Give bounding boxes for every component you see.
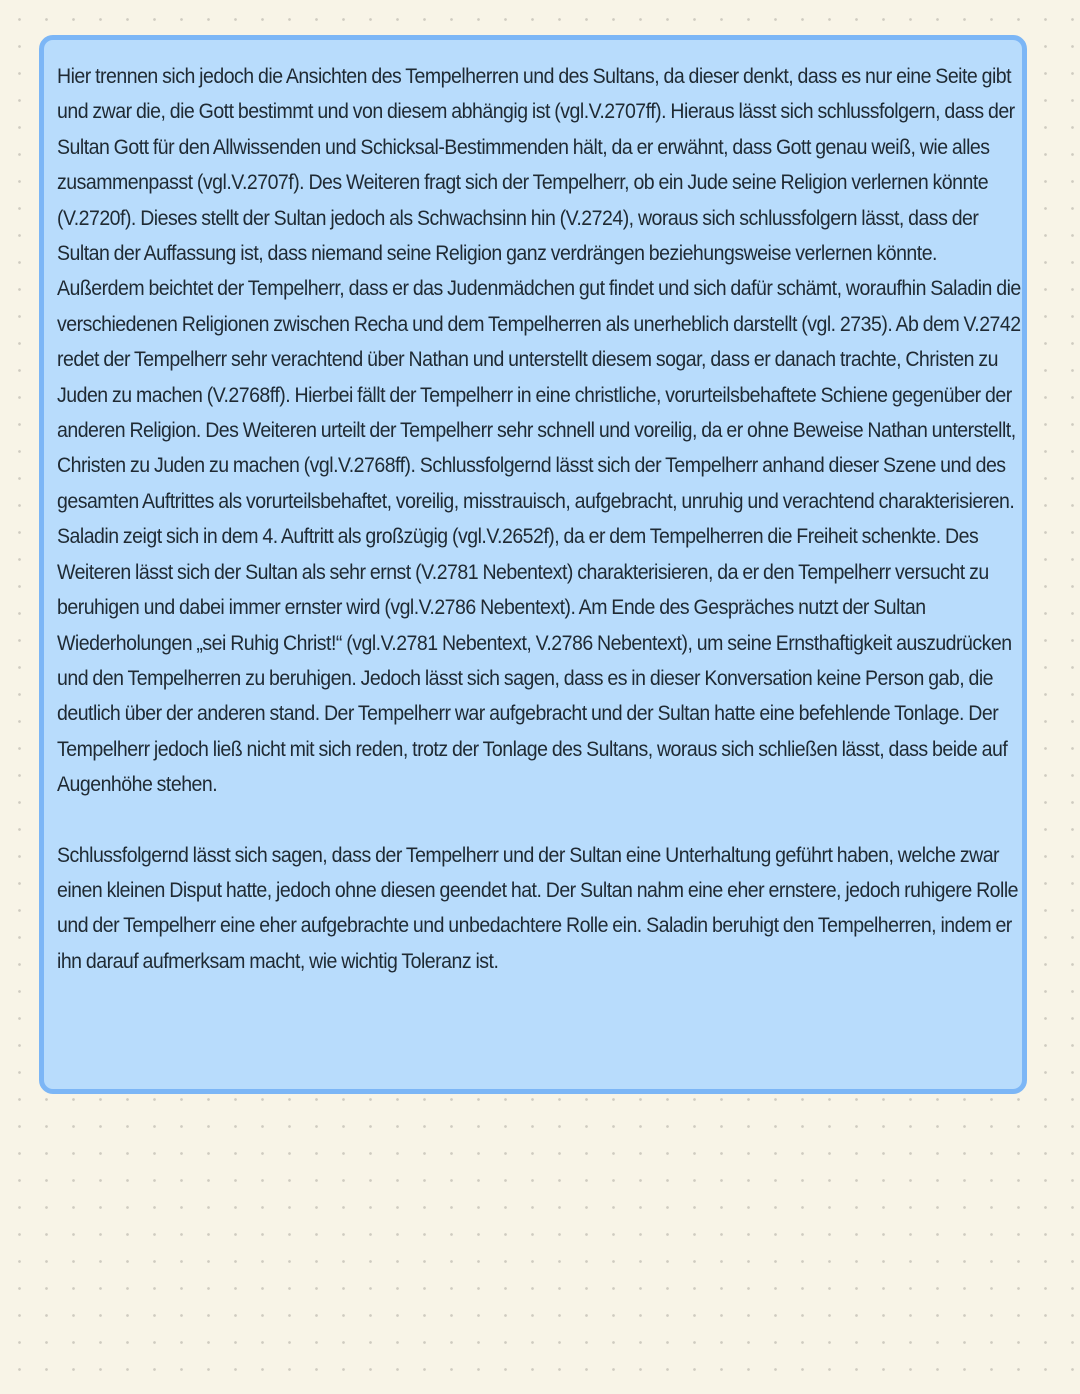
body-paragraph-1: Hier trennen sich jedoch die Ansichten des Tempelherren und des Sultans, da dieser denkt, dass es nur eine Seite gibt und zwar die, die Gott bestimmt und von diesem abhängig ist (vgl.V.2707ff). Hieraus lässt sich schlussfolgern, dass der Sultan Gott für den Allwissenden und Schicksal-Bestimmenden hält, da er erwähnt, dass Gott genau weiß, wie alles zusammenpasst (vgl.V.2707f). Des Weiteren fragt sich der Tempelherr, ob ein Jude seine Religion verlernen könnte (V.2720f). Dieses stellt der Sultan jedoch als Schwachsinn hin (V.2724), woraus sich schlussfolgern lässt, dass der Sultan der Auffassung ist, dass niemand seine Religion ganz verdrängen beziehungsweise verlernen könnte. Außerdem beichtet der Tempelherr, dass er das Judenmädchen gut findet und sich dafür schämt, woraufhin Saladin die verschiedenen Religionen zwischen Recha und dem Tempelherren als unerheblich darstellt (vgl. 2735). Ab dem V.2742 redet der Tempelherr sehr verachtend über Nathan und unterstellt diesem sogar, dass er danach trachte, Christen zu Juden zu machen (V.2768ff). Hierbei fällt der Tempelherr in eine christliche, vorurteilsbehaftete Schiene gegenüber der anderen Religion. Des Weiteren urteilt der Tempelherr sehr schnell und voreilig, da er ohne Beweise Nathan unterstellt, Christen zu Juden zu machen (vgl.V.2768ff). Schlussfolgernd lässt sich der Tempelherr anhand dieser Szene und des gesamten Auftrittes als vorurteilsbehaftet, voreilig, misstrauisch, aufgebracht, unruhig und verachtend charakterisieren. Saladin zeigt sich in dem 4. Auftritt als großzügig (vgl.V.2652f), da er dem Tempelherren die Freiheit schenkte. Des Weiteren lässt sich der Sultan als sehr ernst (V.2781 Nebentext) charakterisieren, da er den Tempelherr versucht zu beruhigen und dabei immer ernster wird (vgl.V.2786 Nebentext). Am Ende des Gespräches nutzt der Sultan Wiederholungen „sei Ruhig Christ!“ (vgl.V.2781 Nebentext, V.2786 Nebentext), um seine Ernsthaftigkeit auszudrücken und den Tempelherren zu beruhigen. Jedoch lässt sich sagen, dass es in dieser Konversation keine Person gab, die deutlich über der anderen stand. Der Tempelherr war aufgebracht und der Sultan hatte eine befehlende Tonlage. Der Tempelherr jedoch ließ nicht mit sich reden, trotz der Tonlage des Sultans, woraus sich schließen lässt, dass beide auf Augenhöhe stehen. [57,65,1021,797]
body-paragraph-2: Schlussfolgernd lässt sich sagen, dass der Tempelherr und der Sultan eine Unterhaltung geführt haben, welche zwar einen kleinen Disput hatte, jedoch ohne diesen geendet hat. Der Sultan nahm eine eher ernstere, jedoch ruhigere Rolle und der Tempelherr eine eher aufgebrachte und unbedachtere Rolle ein. Saladin beruhigt den Tempelherren, indem er ihn darauf aufmerksam macht, wie wichtig Toleranz ist. [57,843,1019,973]
text-note-card [39,35,1027,1094]
